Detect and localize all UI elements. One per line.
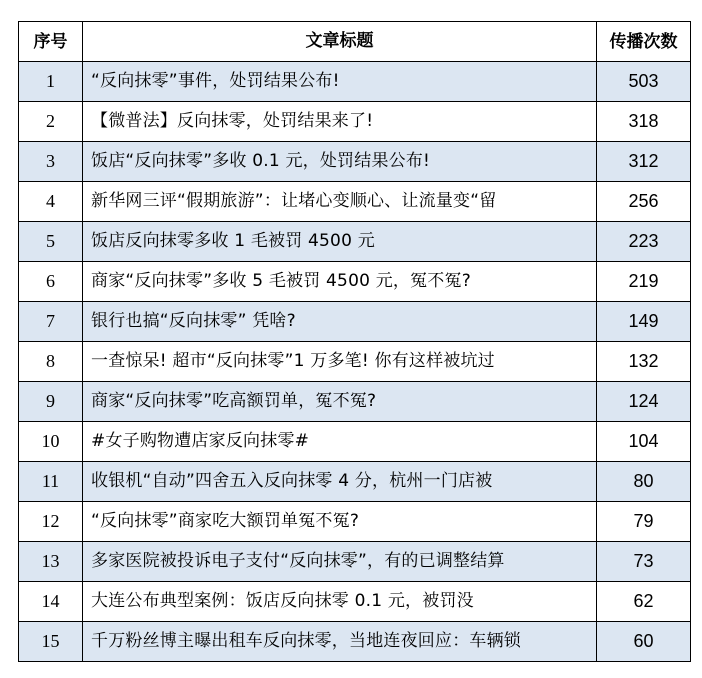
table-row xyxy=(19,582,691,622)
table-row xyxy=(19,142,691,182)
table-row xyxy=(19,62,691,102)
row-count: 73 xyxy=(597,542,691,582)
row-count: 318 xyxy=(597,102,691,142)
table-row xyxy=(19,462,691,502)
table-header-row xyxy=(19,22,691,62)
row-index: 15 xyxy=(19,622,83,662)
row-index: 5 xyxy=(19,222,83,262)
row-index: 3 xyxy=(19,142,83,182)
table-row xyxy=(19,502,691,542)
row-index: 11 xyxy=(19,462,83,502)
row-index: 10 xyxy=(19,422,83,462)
table-row xyxy=(19,302,691,342)
row-title: 新华网三评“假期旅游”：让堵心变顺心、让流量变“留 xyxy=(83,182,597,222)
table-row xyxy=(19,622,691,662)
row-title: 商家“反向抹零”吃高额罚单，冤不冤? xyxy=(83,382,597,422)
row-count: 256 xyxy=(597,182,691,222)
row-index: 6 xyxy=(19,262,83,302)
row-count: 219 xyxy=(597,262,691,302)
row-index: 9 xyxy=(19,382,83,422)
row-title: “反向抹零”事件，处罚结果公布! xyxy=(83,62,597,102)
row-index: 1 xyxy=(19,62,83,102)
row-title: 收银机“自动”四舍五入反向抹零 4 分，杭州一门店被 xyxy=(83,462,597,502)
row-index: 12 xyxy=(19,502,83,542)
row-count: 60 xyxy=(597,622,691,662)
row-title: #女子购物遭店家反向抹零# xyxy=(83,422,597,462)
header-count: 传播次数 xyxy=(597,22,691,62)
row-title: 一查惊呆! 超市“反向抹零”1 万多笔! 你有这样被坑过 xyxy=(83,342,597,382)
row-count: 132 xyxy=(597,342,691,382)
row-title: 多家医院被投诉电子支付“反向抹零”，有的已调整结算 xyxy=(83,542,597,582)
row-index: 13 xyxy=(19,542,83,582)
row-title: 千万粉丝博主曝出租车反向抹零，当地连夜回应：车辆锁 xyxy=(83,622,597,662)
table-row xyxy=(19,182,691,222)
table-row xyxy=(19,342,691,382)
row-index: 8 xyxy=(19,342,83,382)
table-row xyxy=(19,102,691,142)
row-count: 312 xyxy=(597,142,691,182)
articles-table xyxy=(18,21,691,662)
row-title: 商家“反向抹零”多收 5 毛被罚 4500 元，冤不冤? xyxy=(83,262,597,302)
row-count: 80 xyxy=(597,462,691,502)
row-title: 饭店反向抹零多收 1 毛被罚 4500 元 xyxy=(83,222,597,262)
row-count: 503 xyxy=(597,62,691,102)
row-index: 4 xyxy=(19,182,83,222)
row-title: 大连公布典型案例：饭店反向抹零 0.1 元，被罚没 xyxy=(83,582,597,622)
row-count: 223 xyxy=(597,222,691,262)
header-index: 序号 xyxy=(19,22,83,62)
row-count: 79 xyxy=(597,502,691,542)
row-title: 饭店“反向抹零”多收 0.1 元，处罚结果公布! xyxy=(83,142,597,182)
table-row xyxy=(19,542,691,582)
row-index: 2 xyxy=(19,102,83,142)
row-count: 104 xyxy=(597,422,691,462)
row-index: 14 xyxy=(19,582,83,622)
row-index: 7 xyxy=(19,302,83,342)
row-title: 【微普法】反向抹零，处罚结果来了! xyxy=(83,102,597,142)
row-title: 银行也搞“反向抹零” 凭啥? xyxy=(83,302,597,342)
row-title: “反向抹零”商家吃大额罚单冤不冤? xyxy=(83,502,597,542)
table-row xyxy=(19,422,691,462)
row-count: 124 xyxy=(597,382,691,422)
table-row xyxy=(19,222,691,262)
table-body xyxy=(19,62,691,662)
header-title: 文章标题 xyxy=(83,22,597,62)
table-row xyxy=(19,382,691,422)
table-row xyxy=(19,262,691,302)
row-count: 62 xyxy=(597,582,691,622)
row-count: 149 xyxy=(597,302,691,342)
